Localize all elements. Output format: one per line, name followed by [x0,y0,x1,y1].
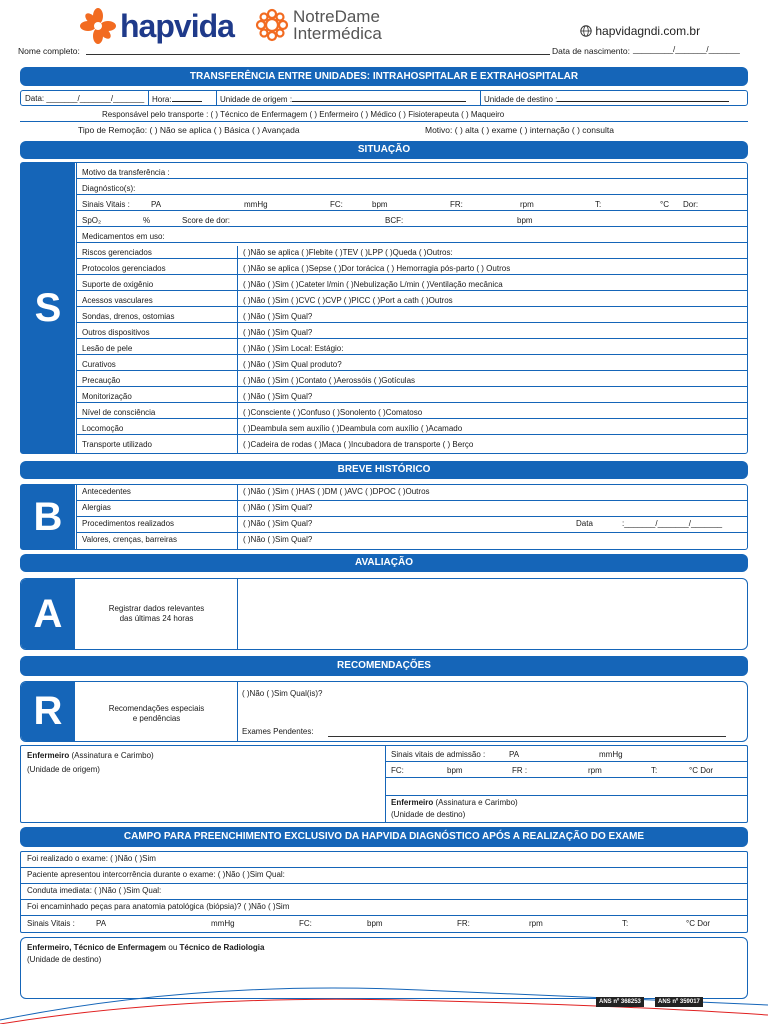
dob-label: Data de nascimento: [552,46,630,56]
situacao-row-label: Locomoção [82,424,124,433]
admission-fc: FC: [391,766,404,775]
admission-rpm: rpm [588,766,602,775]
hapvida-wordmark: hapvida [120,8,234,44]
situacao-row-line [76,402,748,403]
exclusive-row-line [20,899,748,900]
vitals-fr: FR: [450,200,463,209]
avaliacao-desc-2: das últimas 24 horas [119,614,194,623]
situacao-row-line [76,210,748,211]
dob-field[interactable]: _________/_______/_______ [633,45,740,54]
vitals-c: °C [660,200,669,209]
ans-badge-2: ANS nº 359017 [655,997,703,1007]
admission-cdor: °C Dor [689,766,714,775]
situacao-row-options[interactable]: ( )Não ( )Sim Qual? [243,392,313,401]
breve-title-bar: BREVE HISTÓRICO [20,461,748,479]
breve-row-label: Alergias [82,503,111,512]
admission-t: T: [651,766,658,775]
situacao-divider [76,162,77,454]
bcf-label: BCF: [385,216,404,225]
admission-bpm: bpm [447,766,463,775]
situacao-row-label: Curativos [82,360,116,369]
recomendacoes-desc-1: Recomendações especiais [108,704,205,713]
spo2-label: SpO₂ [82,216,102,225]
breve-row-options[interactable]: ( )Não ( )Sim Qual? [243,519,313,528]
situacao-row-line [76,226,748,227]
exc-vitals-label: Sinais Vitais : [27,919,75,928]
situacao-row-line [76,434,748,435]
notredame-logo [255,6,405,46]
enfermeiro-origem-sig[interactable]: Enfermeiro (Assinatura e Carimbo) [27,751,154,760]
breve-row-label: Procedimentos realizados [82,519,175,528]
exc-vitals-rpm: rpm [529,919,543,928]
hapvida-logo [80,8,240,42]
situacao-row-options[interactable]: ( )Deambula sem auxílio ( )Deambula com auxílio ( )Acamado [243,424,463,433]
recomendacoes-letter: R [21,682,75,741]
exc-vitals-bpm: bpm [367,919,383,928]
procedimento-data-field[interactable]: :_______/_______/_______ [622,519,723,528]
situacao-title-bar: SITUAÇÃO [20,141,748,159]
transfer-hour[interactable]: Hora: [152,94,202,105]
exc-vitals-fr: FR: [457,919,470,928]
exclusive-row-line [20,915,748,916]
transfer-reason[interactable]: Motivo: ( ) alta ( ) exame ( ) internação ( ) consulta [425,125,614,135]
recomendacoes-title-bar: RECOMENDAÇÕES [20,656,748,676]
exc-vitals-t: T: [622,919,629,928]
staff-signature[interactable]: Enfermeiro, Técnico de Enfermagem ou Técnico de Radiologia [27,943,265,952]
situacao-row-line [76,354,748,355]
situacao-row-line [76,290,748,291]
situacao-row-options[interactable]: ( )Não se aplica ( )Sepse ( )Dor torácica ( ) Hemorragia pós-parto ( ) Outros [243,264,511,273]
situacao-row-options[interactable]: ( )Consciente ( )Confuso ( )Sonolento ( )Comatoso [243,408,423,417]
vitals-rpm: rpm [520,200,534,209]
motivo-transferencia[interactable]: Motivo da transferência : [82,168,170,177]
transfer-date[interactable]: Data: _______/_______/_______ [25,94,145,103]
situacao-row-options[interactable]: ( )Não ( )Sim Qual? [243,312,313,321]
exames-pendentes-field[interactable] [328,736,726,737]
removal-type[interactable]: Tipo de Remoção: ( ) Não se aplica ( ) Básica ( ) Avançada [78,125,300,135]
medicamentos[interactable]: Medicamentos em uso: [82,232,165,241]
situacao-row-options[interactable]: ( )Não ( )Sim Local: Estágio: [243,344,344,353]
website-text: hapvidagndi.com.br [595,24,701,38]
situacao-row-label: Protocolos gerenciados [82,264,166,273]
breve-row-label: Valores, crenças, barreiras [82,535,177,544]
situacao-row-line [76,194,748,195]
breve-row-options[interactable]: ( )Não ( )Sim ( )HAS ( )DM ( )AVC ( )DPOC ( )Outros [243,487,430,496]
situacao-row-line [76,258,748,259]
name-field[interactable] [86,54,550,55]
staff-destination: (Unidade de destino) [27,955,102,964]
situacao-row-options[interactable]: ( )Não ( )Sim ( )Contato ( )Aerossóis ( )Gotículas [243,376,416,385]
transfer-destination[interactable]: Unidade de destino : [484,94,729,105]
pain-score: Score de dor: [182,216,231,225]
exclusive-row[interactable]: Foi realizado o exame: ( )Não ( )Sim [27,854,156,863]
exc-vitals-mmhg: mmHg [211,919,235,928]
situacao-row-line [76,274,748,275]
situacao-row-label: Monitorização [82,392,132,401]
notredame-sun-icon [255,8,289,42]
situacao-row-line [76,322,748,323]
name-label: Nome completo: [18,46,80,56]
unidade-origem-label: (Unidade de origem) [27,765,100,774]
breve-row-line [76,516,748,517]
situacao-row-label: Suporte de oxigênio [82,280,154,289]
exclusive-row-line [20,883,748,884]
avaliacao-desc-1: Registrar dados relevantes [108,604,205,613]
situacao-row-label: Nível de consciência [82,408,156,417]
enfermeiro-destino-sig[interactable]: Enfermeiro (Assinatura e Carimbo) [391,798,518,807]
hapvida-flower-icon [80,8,116,44]
footer-curves [0,975,768,1024]
situacao-row-line [76,178,748,179]
transfer-title-bar: TRANSFERÊNCIA ENTRE UNIDADES: INTRAHOSPITALAR E EXTRAHOSPITALAR [20,67,748,86]
avaliacao-title-bar: AVALIAÇÃO [20,554,748,572]
exclusive-title-bar: CAMPO PARA PREENCHIMENTO EXCLUSIVO DA HAPVIDA DIAGNÓSTICO APÓS A REALIZAÇÃO DO EXAME [20,827,748,847]
exc-vitals-fc: FC: [299,919,312,928]
exclusive-row-line [20,867,748,868]
procedimento-data-label: Data [576,519,593,528]
situacao-row-options[interactable]: ( )Não ( )Sim Qual? [243,328,313,337]
admission-mmhg: mmHg [599,750,623,759]
diagnostico[interactable]: Diagnóstico(s): [82,184,136,193]
exc-vitals-cdor: °C Dor [686,919,711,928]
admission-vitals-label: Sinais vitais de admissão : [391,750,486,759]
situacao-row-label: Sondas, drenos, ostomias [82,312,175,321]
breve-divider [76,484,77,550]
exclusive-row[interactable]: Paciente apresentou intercorrência durante o exame: ( )Não ( )Sim Qual: [27,870,285,879]
situacao-row-line [76,370,748,371]
breve-row-options[interactable]: ( )Não ( )Sim Qual? [243,535,313,544]
situacao-row-options[interactable]: ( )Não se aplica ( )Flebite ( )TEV ( )LPP ( )Queda ( )Outros: [243,248,453,257]
vitals-mmhg: mmHg [244,200,268,209]
situacao-row-label: Transporte utilizado [82,440,152,449]
transfer-origin[interactable]: Unidade de origem : [220,94,466,105]
vitals-dor: Dor: [683,200,699,209]
situacao-row-label: Riscos gerenciados [82,248,152,257]
unidade-destino-label: (Unidade de destino) [391,810,466,819]
situacao-row-line [76,386,748,387]
transport-responsible[interactable]: Responsável pelo transporte : ( ) Técnico de Enfermagem ( ) Enfermeiro ( ) Médico ( ) Fisioterapeuta ( ) Maqueiro [102,110,505,119]
situacao-row-line [76,242,748,243]
situacao-row-line [76,306,748,307]
breve-row-options[interactable]: ( )Não ( )Sim Qual? [243,503,313,512]
vitals-label: Sinais Vitais : [82,200,130,209]
avaliacao-text-area[interactable] [238,580,746,648]
situacao-row-options[interactable]: ( )Não ( )Sim Qual produto? [243,360,342,369]
exc-vitals-pa: PA [96,919,107,928]
globe-icon [580,25,592,37]
breve-row-label: Antecedentes [82,487,131,496]
admission-fr: FR : [512,766,528,775]
breve-row-line [76,500,748,501]
notredame-line1: NotreDame [293,7,380,26]
spo2-pct: % [143,216,151,225]
exclusive-row[interactable]: Foi encaminhado peças para anatomia patológica (biópsia)? ( )Não ( )Sim [27,902,290,911]
breve-row-line [76,532,748,533]
situacao-row-options[interactable]: ( )Não ( )Sim ( )CVC ( )CVP ( )PICC ( )Port a cath ( )Outros [243,296,453,305]
situacao-row-label: Precaução [82,376,121,385]
recomendacoes-options[interactable]: ( )Não ( )Sim Qual(is)? [242,689,323,698]
situacao-row-options[interactable]: ( )Cadeira de rodas ( )Maca ( )Incubadora de transporte ( ) Berço [243,440,474,449]
exames-pendentes-label: Exames Pendentes: [242,727,314,736]
exclusive-row[interactable]: Conduta imediata: ( )Não ( )Sim Qual: [27,886,162,895]
situacao-row-label: Lesão de pele [82,344,133,353]
avaliacao-letter: A [21,579,75,649]
situacao-row-label: Acessos vasculares [82,296,153,305]
admission-pa: PA [509,750,520,759]
bcf-bpm: bpm [517,216,533,225]
recomendacoes-desc-2: e pendências [132,714,181,723]
vitals-fc: FC: [330,200,343,209]
vitals-t: T: [595,200,602,209]
notredame-line2: Intermédica [293,24,382,43]
website[interactable] [580,24,700,40]
ans-badge-1: ANS nº 368253 [596,997,644,1007]
vitals-bpm: bpm [372,200,388,209]
breve-letter: B [21,485,75,549]
situacao-row-options[interactable]: ( )Não ( )Sim ( )Cateter l/min ( )Nebulização L/min ( )Ventilação mecânica [243,280,503,289]
situacao-letter: S [21,163,75,453]
situacao-row-line [76,418,748,419]
situacao-row-line [76,338,748,339]
vitals-pa: PA [151,200,162,209]
situacao-row-label: Outros dispositivos [82,328,150,337]
